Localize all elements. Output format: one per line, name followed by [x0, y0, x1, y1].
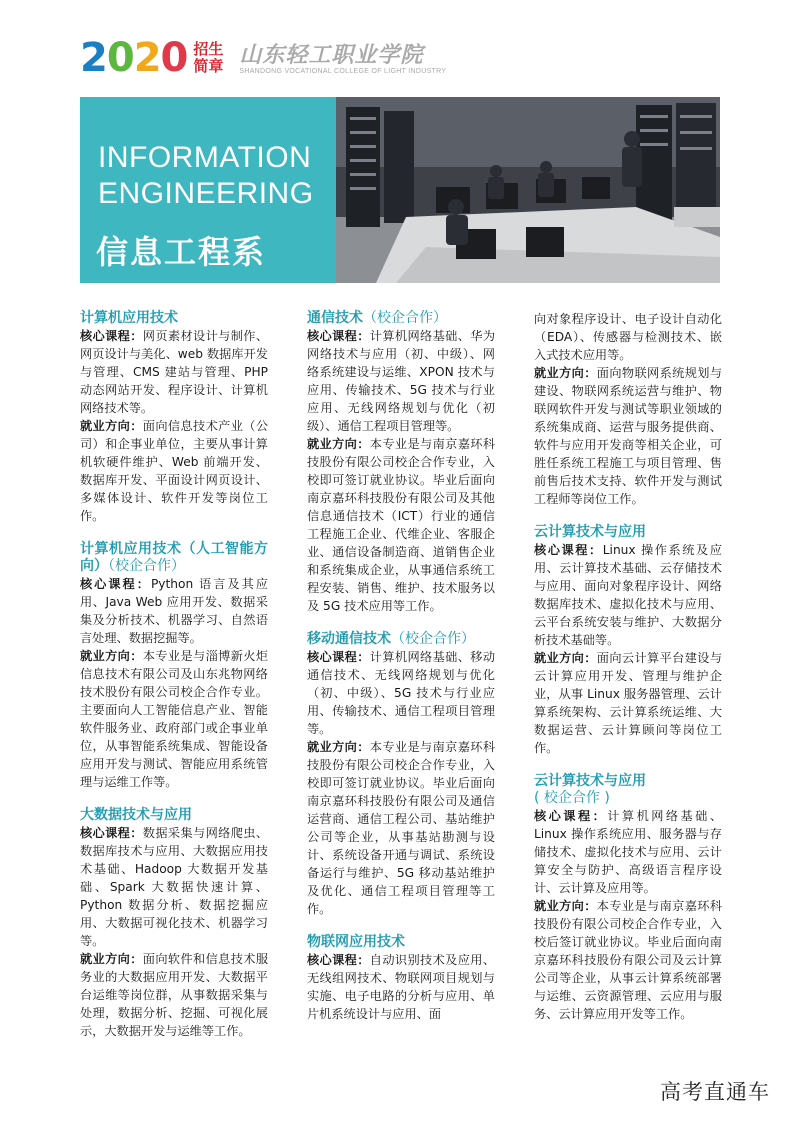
header-logo — [80, 35, 447, 81]
major-title: 大数据技术与应用 — [80, 807, 192, 823]
career-direction: 就业方向：本专业是与南京嘉环科技股份有限公司校企合作专业，入校即可签订就业协议。毕业后面向南京嘉环科技股份有限公司及通信运营商、通信工程公司、基站维护公司等企业，从事基站勘测与设计、系统设备开通与调试、系统设备运行与维护、5G 移动基站维护及优化、通信工程项目管理等工作。 — [307, 740, 496, 916]
core-courses: 核心课程：计算机网络基础、华为网络技术与应用（初、中级）、网络系统建设与运维、XPON 技术与应用、传输技术、5G 技术与行业应用、无线网络规划与优化（初级）、通信工程项目管理等。 — [307, 329, 496, 433]
brochure-line2: 简章 — [193, 57, 224, 75]
career-direction: 就业方向：本专业是与南京嘉环科技股份有限公司校企合作专业，入校后签订就业协议。毕业后面向南京嘉环科技股份有限公司及云计算公司等企业，从事云计算系统部署与运维、云资源管理、云应用与服务、云计算应用开发等工作。 — [534, 899, 723, 1021]
major-title: 云计算技术与应用 — [534, 524, 646, 540]
brochure-label — [193, 41, 227, 75]
core-courses: 核心课程：自动识别技术及应用、无线组网技术、物联网项目规划与实施、电子电路的分析与应用、单片机系统设计与应用、面 — [307, 953, 496, 1021]
year-digit: 0 — [160, 35, 188, 81]
core-courses: 核心课程：数据采集与网络爬虫、数据库技术与应用、大数据应用技术基础、Hadoop 大数据开发基础、Spark 大数据快速计算、Python 数据分析、数据挖掘应用、大数据可视化技术、机器学习等。 — [80, 826, 269, 948]
major-title: 云计算技术与应用 ( 校企合作 ) — [534, 773, 646, 806]
core-courses: 核心课程：网页素材设计与制作、网页设计与美化、web 数据库开发与管理、CMS 建站与管理、PHP 动态网站开发、程序设计、计算机网络技术等。 — [80, 329, 269, 415]
banner-en-line1: INFORMATION — [98, 141, 312, 174]
major-title: 计算机应用技术（人工智能方向）（校企合作） — [80, 541, 268, 574]
major-title: 计算机应用技术 — [80, 310, 178, 326]
core-courses: 核心课程：计算机网络基础、Linux 操作系统应用、服务器与存储技术、虚拟化技术与应用、云计算安全与防护、高级语言程序设计、云计算及应用等。 — [534, 809, 723, 895]
core-courses: 核心课程：计算机网络基础、移动通信技术、无线网络规划与优化（初、中级）、5G 技术与行业应用、传输技术、通信工程项目管理等。 — [307, 650, 496, 736]
major-section — [534, 524, 722, 757]
school-name-en: SHANDONG VOCATIONAL COLLEGE OF LIGHT INDUSTRY — [239, 67, 447, 75]
major-section — [307, 310, 495, 615]
career-direction: 就业方向：本专业是与淄博新火炬信息技术有限公司及山东兆物网络技术股份有限公司校企合作专业。主要面向人工智能信息产业、智能软件服务业、政府部门或企事业单位，从事智能系统集成、智能设备应用开发与测试、智能应用系统管理与运维工作等。 — [80, 649, 269, 789]
major-title: 物联网应用技术 — [307, 934, 405, 950]
watermark-text: 高考直通车 — [660, 1080, 770, 1104]
career-direction: 就业方向：面向云计算平台建设与云计算应用开发、管理与维护企业，从事 Linux 服务器管理、云计算系统架构、云计算系统运维、大数据运营、云计算顾问等岗位工作。 — [534, 651, 723, 755]
major-section — [307, 631, 495, 918]
major-title: 通信技术（校企合作） — [307, 310, 447, 326]
core-courses-continued: 向对象程序设计、电子设计自动化（EDA）、传感器与检测技术、嵌入式技术应用等。 — [534, 312, 722, 362]
year-digit: 2 — [80, 35, 107, 81]
major-section — [80, 310, 268, 525]
computer-lab-photo — [336, 97, 720, 283]
school-name-cn: 山东轻工职业学院 — [239, 41, 424, 68]
core-courses: 核心课程：Linux 操作系统及应用、云计算技术基础、云存储技术与应用、面向对象程序设计、网络数据库技术、虚拟化技术与应用、云平台系统安装与维护、大数据分析技术基础等。 — [534, 543, 722, 647]
year-logo — [80, 35, 188, 81]
year-digit: 0 — [106, 35, 134, 81]
major-section-continued — [534, 310, 722, 508]
major-section — [80, 541, 268, 791]
career-direction: 就业方向：面向信息技术产业（公司）和企事业单位，主要从事计算机软硬件维护、Web 前端开发、数据库开发、平面设计网页设计、多媒体设计、软件开发等岗位工作。 — [80, 419, 269, 523]
career-direction: 就业方向：面向软件和信息技术服务业的大数据应用开发、大数据平台运维等岗位群，从事数据采集与处理，数据分析、挖掘、可视化展示，大数据开发与运维等工作。 — [80, 952, 269, 1038]
major-section — [307, 934, 495, 1023]
school-name — [239, 42, 446, 75]
column-1 — [80, 310, 268, 1056]
career-direction: 就业方向：面向物联网系统规划与建设、物联网系统运营与维护、物联网软件开发与测试等职业领域的系统集成商、运营与服务提供商、软件与应用开发商等相关企业，可胜任系统工程施工与项目管理、售前售后技术支持、软件开发与测试工程师等岗位工作。 — [534, 366, 723, 506]
brochure-line1: 招生 — [193, 40, 224, 58]
major-section — [534, 773, 722, 1023]
banner-title-panel — [80, 97, 336, 283]
column-3 — [534, 310, 722, 1039]
department-banner — [80, 97, 720, 283]
core-courses: 核心课程：Python 语言及其应用、Java Web 应用开发、数据采集及分析技术、机器学习、自然语言处理、数据挖掘等。 — [80, 577, 268, 645]
career-direction: 就业方向：本专业是与南京嘉环科技股份有限公司校企合作专业，入校即可签订就业协议。毕业后面向南京嘉环科技股份有限公司及其他信息通信技术（ICT）行业的通信工程施工企业、代维企业、客服企业、通信设备制造商、道销售企业和系统集成企业，从事通信系统工程安装、销售、维护、技术服务以及 5G 技术应用等工作。 — [307, 437, 496, 613]
year-digit: 2 — [133, 35, 161, 81]
department-title: 信息工程系 — [96, 233, 267, 271]
column-2 — [307, 310, 495, 1039]
major-section — [80, 807, 268, 1040]
banner-en-line2: ENGINEERING — [98, 177, 314, 210]
major-title: 移动通信技术（校企合作） — [307, 631, 475, 647]
